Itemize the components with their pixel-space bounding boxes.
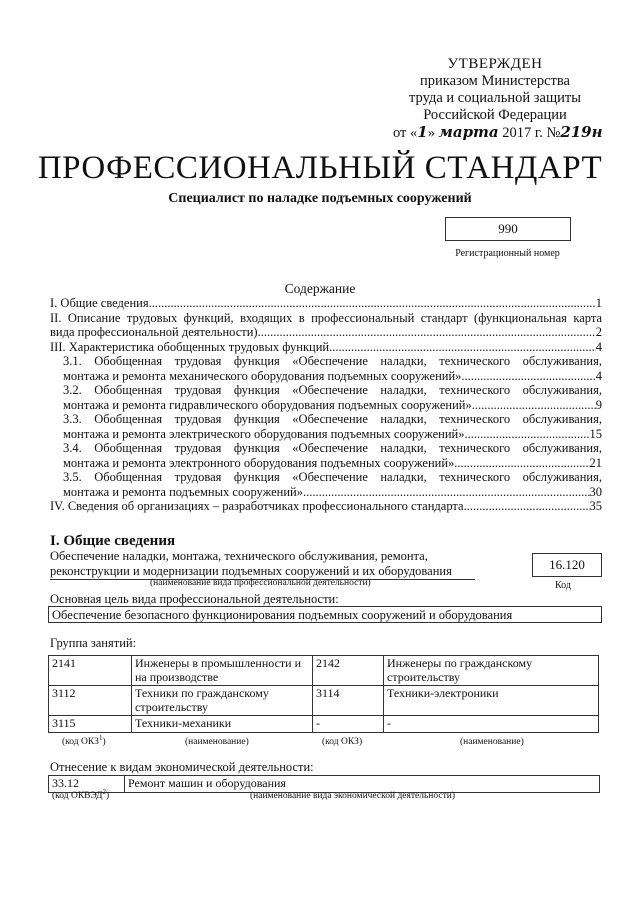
table-of-contents <box>50 296 602 514</box>
toc-entry[interactable]: 3.3. Обобщенная трудовая функция «Обеспечение наладки, технического обслуживания, монтажа и ремонта электрического оборудования подъемных сооружений» ..... 15 <box>50 412 602 441</box>
occupation-code-caption: (код ОКЗ$^1$) <box>62 733 106 747</box>
toc-entry[interactable]: III. Характеристика обобщенных трудовых функций ..... 4 <box>50 340 602 355</box>
table-cell: Ремонт машин и оборудования <box>125 776 600 793</box>
toc-entry[interactable]: 3.1. Обобщенная трудовая функция «Обеспечение наладки, технического обслуживания, монтажа и ремонта механического оборудования подъемных сооружений» ..... 4 <box>50 354 602 383</box>
toc-title: Содержание <box>284 281 356 296</box>
table-row <box>49 716 599 733</box>
registration-number-label: Регистрационный номер <box>455 248 560 259</box>
economic-activity-table <box>48 775 600 793</box>
occupation-name-caption: (наименование) <box>460 737 524 747</box>
approval-line: приказом Министерства <box>420 73 570 89</box>
section-title: I. Общие сведения <box>50 533 176 549</box>
table-row <box>49 656 599 686</box>
table-cell: 3115 <box>49 716 132 733</box>
economic-name-caption: (наименование вида экономической деятельности) <box>250 791 455 801</box>
table-cell: Техники-механики <box>132 716 313 733</box>
toc-entry[interactable]: 3.2. Обобщенная трудовая функция «Обеспечение наладки, технического обслуживания, монтажа и ремонта гидравлического оборудования подъемных сооружений» ..... 9 <box>50 383 602 412</box>
approval-heading: УТВЕРЖДЕН <box>447 56 543 72</box>
activity-name: Обеспечение наладки, монтажа, технического обслуживания, ремонта, реконструкции и модернизации подъемных сооружений и их оборудования <box>50 549 475 580</box>
document-title: ПРОФЕССИОНАЛЬНЫЙ СТАНДАРТ <box>37 150 603 186</box>
economic-activity-label: Отнесение к видам экономической деятельности: <box>50 760 314 774</box>
table-cell: 2142 <box>313 656 384 686</box>
table-cell: Техники по гражданскому строительству <box>132 686 313 716</box>
occupation-code-caption: (код ОКЗ) <box>322 737 363 747</box>
occupation-group-label: Группа занятий: <box>50 636 137 650</box>
table-row <box>49 776 600 793</box>
table-row <box>49 686 599 716</box>
table-cell: Техники-электроники <box>384 686 599 716</box>
handwritten-month: марта <box>438 123 499 141</box>
occupation-table <box>48 655 599 733</box>
handwritten-day: 1 <box>417 123 428 141</box>
occupation-name-caption: (наименование) <box>185 737 249 747</box>
document-subtitle: Специалист по наладке подъемных сооружений <box>168 191 472 206</box>
table-cell: 2141 <box>49 656 132 686</box>
toc-entry[interactable]: IV. Сведения об организациях – разработчиках профессионального стандарта ..... 35 <box>50 499 602 514</box>
approval-order-line: от «1» марта 2017 г. №219н <box>393 123 603 141</box>
economic-code-caption: (код ОКВЭД$^2$) <box>52 787 110 801</box>
approval-line: труда и социальной защиты <box>409 90 581 106</box>
approval-block <box>393 56 603 142</box>
table-cell: - <box>313 716 384 733</box>
table-cell: 33.12 <box>49 776 125 793</box>
activity-code-box: 16.120 <box>532 553 602 577</box>
table-cell: Инженеры по гражданскому строительству <box>384 656 599 686</box>
toc-entry[interactable]: 3.5. Обобщенная трудовая функция «Обеспечение наладки, технического обслуживания, монтажа и ремонта подъемных сооружений» ..... 30 <box>50 470 602 499</box>
toc-entry[interactable]: II. Описание трудовых функций, входящих в профессиональный стандарт (функциональная карта вида профессиональной деятельности) ..... 2 <box>50 311 602 340</box>
activity-code-caption: Код <box>555 580 571 591</box>
registration-number-box: 990 <box>445 217 571 241</box>
goal-box: Обеспечение безопасного функционирования подъемных сооружений и оборудования <box>48 606 602 623</box>
table-cell: Инженеры в промышленности и на производстве <box>132 656 313 686</box>
approval-line: Российской Федерации <box>423 107 567 123</box>
handwritten-order-number: 219н <box>560 123 603 141</box>
toc-entry[interactable]: I. Общие сведения ..... 1 <box>50 296 602 311</box>
toc-entry[interactable]: 3.4. Обобщенная трудовая функция «Обеспечение наладки, технического обслуживания, монтажа и ремонта электронного оборудования подъемных сооружений» ..... 21 <box>50 441 602 470</box>
activity-caption: (наименование вида профессиональной деятельности) <box>150 578 371 588</box>
goal-label: Основная цель вида профессиональной деятельности: <box>50 592 339 606</box>
table-cell: - <box>384 716 599 733</box>
table-cell: 3114 <box>313 686 384 716</box>
table-cell: 3112 <box>49 686 132 716</box>
